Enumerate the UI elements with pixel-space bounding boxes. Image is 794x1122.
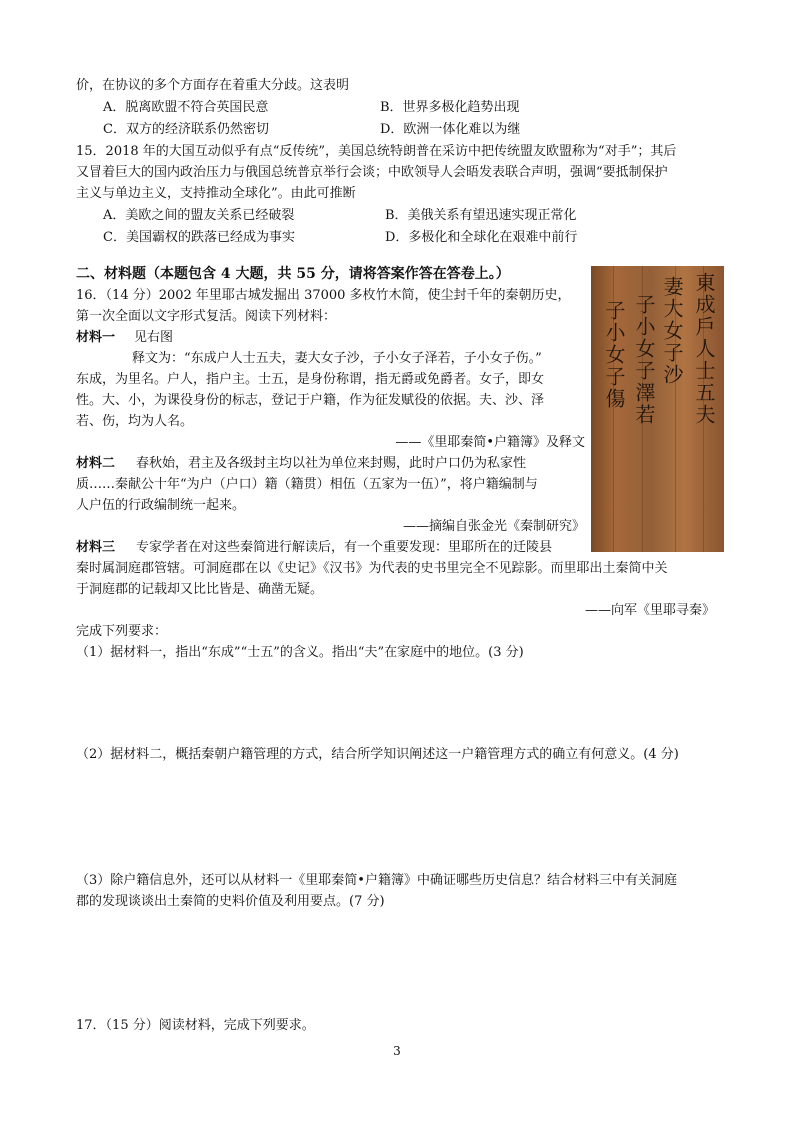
q15-stem-line1: 15．2018 年的大国互动似乎有点“反传统”，美国总统特朗普在采访中把传统盟友欧盟称为“对手”；其后 <box>76 144 677 159</box>
slip-column-3: 子小女子澤若 <box>632 294 656 426</box>
material1-text-line3: 性。大、小，为课役身份的标志，登记于户籍，作为征发赋役的依据。夫、沙、泽 <box>76 393 545 408</box>
q14-stem-tail: 价，在协议的多个方面存在着重大分歧。这表明 <box>76 78 350 93</box>
sub-question-3-line2: 郡的发现谈谈出土秦简的史料价值及利用要点。(7 分) <box>76 894 385 909</box>
slip-column-2: 妻大女子沙 <box>660 276 684 386</box>
material3-text-line1: 专家学者在对这些秦简进行解读后，有一个重要发现：里耶所在的迁陵县 <box>136 540 553 555</box>
material2-label: 材料二 <box>76 456 116 471</box>
material3-source: ——向军《里耶寻秦》 <box>584 603 715 618</box>
slip-column-1: 東成戶人士五夫 <box>692 272 716 426</box>
page-number: 3 <box>393 1044 401 1058</box>
material1-text-line1: 释文为：“东成户人士五夫，妻大女子沙，子小女子泽若，子小女子伤。” <box>132 351 542 366</box>
q15-option-c: C．美国霸权的跌落已经成为事实 <box>103 230 295 245</box>
section-heading: 二、材料题（本题包含 4 大题，共 55 分，请将答案作答在答卷上。） <box>76 266 510 282</box>
requirements-intro: 完成下列要求： <box>76 624 168 639</box>
material3-text-line3: 于洞庭郡的记载却又比比皆是、确凿无疑。 <box>76 582 324 597</box>
q16-stem-line2: 第一次全面以文字形式复活。阅读下列材料： <box>76 309 337 324</box>
q14-option-c: C．双方的经济联系仍然密切 <box>103 122 269 137</box>
q15-option-d: D．多极化和全球化在艰难中前行 <box>385 230 578 245</box>
material2-text-line1: 春秋始，君主及各级封主均以社为单位来封赐，此时户口仍为私家性 <box>136 456 527 471</box>
material1-text-line2: 东成，为里名。户人，指户主。士五，是身份称谓，指无爵或免爵者。女子，即女 <box>76 372 545 387</box>
material1-source: ——《里耶秦简•户籍簿》及释文 <box>395 435 585 450</box>
q15-stem-line2: 又冒着巨大的国内政治压力与俄国总统普京举行会谈；中欧领导人会晤发表联合声明，强调“要抵制保护 <box>76 165 668 180</box>
q15-option-b: B．美俄关系有望迅速实现正常化 <box>385 208 577 223</box>
q14-option-d: D．欧洲一体化难以为继 <box>380 122 521 137</box>
sub-question-1: （1）据材料一，指出“东成”“士五”的含义。指出“夫”在家庭中的地位。(3 分) <box>76 645 524 660</box>
material3-label: 材料三 <box>76 540 116 555</box>
material1-see-figure: 见右图 <box>134 330 174 345</box>
q17-stem: 17．（15 分）阅读材料，完成下列要求。 <box>76 1018 315 1033</box>
material3-text-line2: 秦时属洞庭郡管辖。可洞庭郡在以《史记》《汉书》为代表的史书里完全不见踪影。而里耶出土秦简中关 <box>76 561 668 576</box>
q15-stem-line3: 主义与单边主义，支持推动全球化”。由此可推断 <box>76 186 356 201</box>
material2-text-line2: 质……秦献公十年“为户（户口）籍（籍贯）相伍（五家为一伍）”，将户籍编制与 <box>76 477 538 492</box>
q14-option-a: A．脱离欧盟不符合英国民意 <box>103 100 269 115</box>
sub-question-3-line1: （3）除户籍信息外，还可以从材料一《里耶秦简•户籍簿》中确证哪些历史信息？结合材料三中有关洞庭 <box>76 873 677 888</box>
material2-source: ——摘编自张金光《秦制研究》 <box>402 519 585 534</box>
material1-text-line4: 若、伤，均为人名。 <box>76 414 194 429</box>
q16-stem-line1: 16．（14 分）2002 年里耶古城发掘出 37000 多枚竹木简，使尘封千年的秦朝历史， <box>76 288 571 303</box>
material1-label: 材料一 <box>76 330 116 345</box>
sub-question-2: （2）据材料二，概括秦朝户籍管理的方式，结合所学知识阐述这一户籍管理方式的确立有何意义。(4 分) <box>76 747 679 762</box>
slip-column-4: 子小女子傷 <box>602 300 626 410</box>
q14-option-b: B．世界多极化趋势出现 <box>380 100 520 115</box>
qin-bamboo-slip-image <box>591 266 724 552</box>
q15-option-a: A．美欧之间的盟友关系已经破裂 <box>103 208 295 223</box>
material2-text-line3: 人户伍的行政编制统一起来。 <box>76 498 246 513</box>
